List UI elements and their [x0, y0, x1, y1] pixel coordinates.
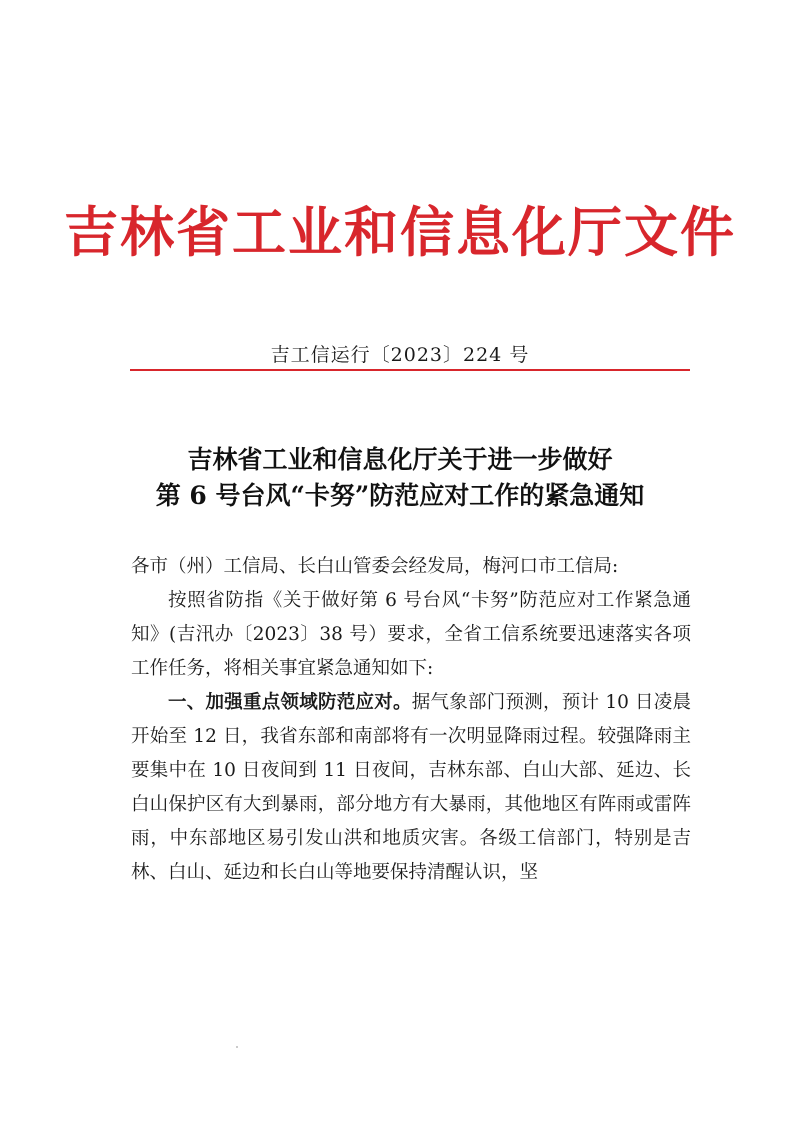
scan-speck: [236, 1046, 238, 1048]
paragraph-1: 按照省防指《关于做好第 6 号台风“卡努”防范应对工作紧急通知》(吉汛办〔2023〕38 号）要求，全省工信系统要迅速落实各项工作任务，将相关事宜紧急通知如下:: [131, 590, 691, 679]
notice-body: [131, 550, 691, 890]
notice-title: [0, 442, 800, 514]
addressees: 各市（州）工信局、长白山管委会经发局，梅河口市工信局:: [131, 556, 619, 577]
notice-title-line-1: 吉林省工业和信息化厅关于进一步做好: [187, 445, 613, 474]
red-divider: [130, 369, 690, 371]
document-number: 吉工信运行〔2023〕224 号: [270, 344, 530, 366]
section-1-heading: 一、加强重点领域防范应对。: [168, 692, 412, 713]
notice-title-line-2: 第 6 号台风“卡努”防范应对工作的紧急通知: [155, 481, 645, 510]
document-masthead: 吉林省工业和信息化厅文件: [64, 200, 736, 264]
section-1: [131, 686, 691, 890]
section-1-text: 据气象部门预测，预计 10 日凌晨开始至 12 日，我省东部和南部将有一次明显降雨过程。较强降雨主要集中在 10 日夜间到 11 日夜间，吉林东部、白山大部、延边、长白山保护区有大到暴雨，部分地方有大暴雨，其他地区有阵雨或雷阵雨，中东部地区易引发山洪和地质灾害。各级工信部门，特别是吉林、白山、延边和长白山等地要保持清醒认识，坚: [131, 692, 691, 883]
